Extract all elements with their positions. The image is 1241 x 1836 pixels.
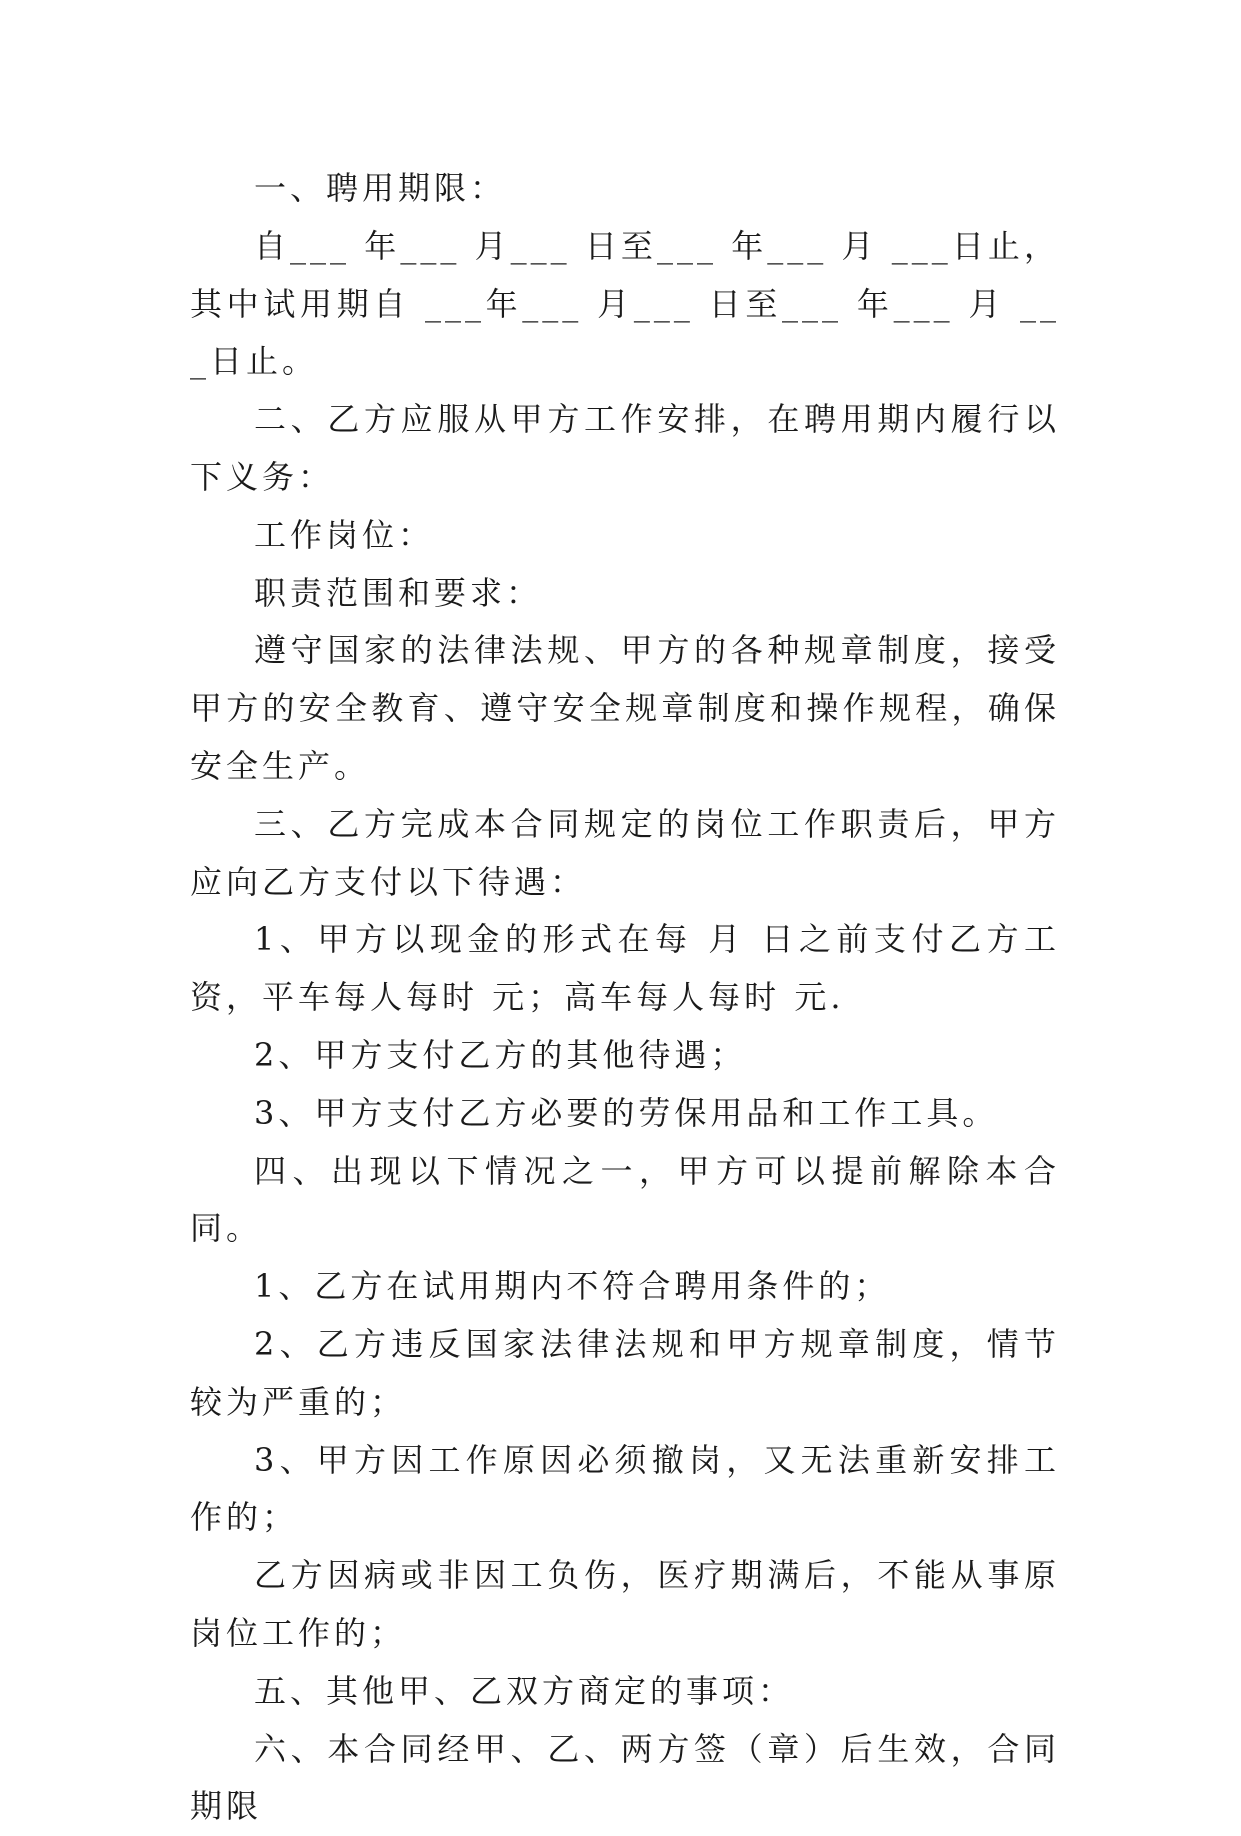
contract-body [190, 160, 1060, 1836]
termination-item-probation: 1、乙方在试用期内不符合聘用条件的； [254, 1267, 891, 1306]
compliance-paragraph: 遵守国家的法律法规、甲方的各种规章制度，接受甲方的安全教育、遵守安全规章制度和操作规程，确保安全生产。 [190, 631, 1060, 785]
job-position-line: 工作岗位： [254, 515, 435, 554]
section-heading-termination: 四、出现以下情况之一，甲方可以提前解除本合同。 [190, 1151, 1060, 1248]
section-heading-other: 五、其他甲、乙双方商定的事项： [254, 1671, 795, 1710]
term-dates-paragraph: 自___ 年___ 月___ 日至___ 年___ 月 ___日止，其中试用期自 ___年___ 月___ 日至___ 年___ 月 ___日止。 [190, 226, 1060, 381]
section-heading-benefits: 三、乙方完成本合同规定的岗位工作职责后，甲方应向乙方支付以下待遇： [190, 804, 1060, 901]
benefit-item-equipment: 3、甲方支付乙方必要的劳保用品和工作工具。 [254, 1093, 999, 1132]
benefit-item-other: 2、甲方支付乙方的其他待遇； [254, 1035, 747, 1074]
section-heading-term: 一、聘用期限： [254, 169, 507, 207]
responsibilities-line: 职责范围和要求： [254, 573, 543, 612]
termination-item-illness: 乙方因病或非因工负伤，医疗期满后，不能从事原岗位工作的； [190, 1556, 1060, 1652]
termination-item-post-removal: 3、甲方因工作原因必须撤岗，又无法重新安排工作的； [190, 1440, 1060, 1537]
section-heading-duties: 二、乙方应服从甲方工作安排，在聘用期内履行以下义务： [190, 400, 1060, 496]
section-heading-effectiveness: 六、本合同经甲、乙、两方签（章）后生效，合同期限 [190, 1729, 1060, 1826]
benefit-item-salary: 1、甲方以现金的形式在每 月 日之前支付乙方工资，平车每人每时 元；高车每人每时 元. [190, 920, 1060, 1017]
termination-item-violation: 2、乙方违反国家法律法规和甲方规章制度，情节较为严重的； [190, 1324, 1060, 1421]
